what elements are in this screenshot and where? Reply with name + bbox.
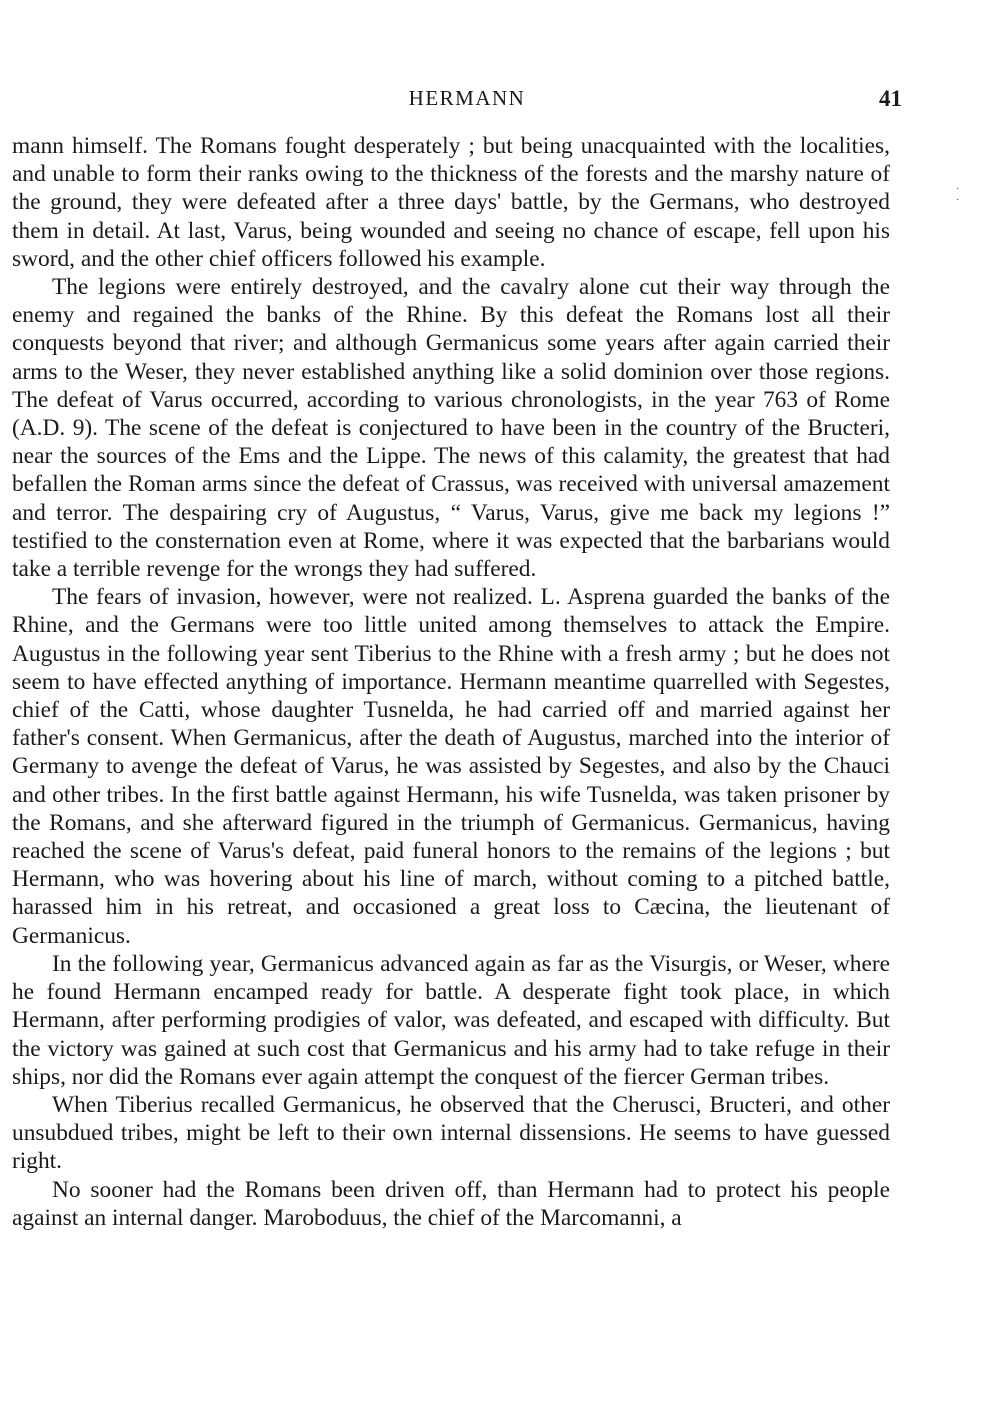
body-text bbox=[12, 132, 890, 1232]
stray-mark: · · bbox=[956, 184, 966, 206]
paragraph-1: mann himself. The Romans fought desperately ; but being unacquainted with the localities, and unable to form their ranks owing to the thickness of the forests and the marshy nature of the ground, they were defeated after a three days' battle, by the Germans, who destroyed them in detail. At last, Varus, being wounded and seeing no chance of escape, fell upon his sword, and the other chief officers followed his example. bbox=[12, 133, 890, 272]
running-title: HERMANN bbox=[408, 86, 526, 110]
paragraph-6: No sooner had the Romans been driven off, than Hermann had to protect his people against an internal danger. Maroboduus, the chief of the Marcomanni, a bbox=[12, 1176, 890, 1231]
paragraph-3: The fears of invasion, however, were not realized. L. Asprena guarded the banks of the Rhine, and the Germans were too little united among themselves to attack the Empire. Augustus in the following year sent Tiberius to the Rhine with a fresh army ; but he does not seem to have effected anything of importance. Hermann meantime quarrelled with Segestes, chief of the Catti, whose daughter Tusnelda, he had carried off and married against her father's consent. When Germanicus, after the death of Augustus, marched into the interior of Germany to avenge the defeat of Varus, he was assisted by Segestes, and also by the Chauci and other tribes. In the first battle against Hermann, his wife Tusnelda, was taken prisoner by the Romans, and she afterward figured in the triumph of Germanicus. Germanicus, having reached the scene of Varus's defeat, paid funeral honors to the remains of the legions ; but Hermann, who was hovering about his line of march, without coming to a pitched battle, harassed him in his retreat, and occasioned a great loss to Cæcina, the lieutenant of Germanicus. bbox=[12, 584, 890, 949]
running-head bbox=[12, 84, 902, 114]
paragraph-4: In the following year, Germanicus advanced again as far as the Visurgis, or Weser, where he found Hermann encamped ready for battle. A desperate fight took place, in which Hermann, after performing prodigies of valor, was defeated, and escaped with difficulty. But the victory was gained at such cost that Germanicus and his army had to take refuge in their ships, nor did the Romans ever again attempt the conquest of the fiercer German tribes. bbox=[12, 950, 890, 1090]
page-number: 41 bbox=[879, 86, 902, 111]
paragraph-2: The legions were entirely destroyed, and the cavalry alone cut their way through the enemy and regained the banks of the Rhine. By this defeat the Romans lost all their conquests beyond that river; and although Germanicus some years after again carried their arms to the Weser, they never established anything like a solid dominion over those regions. The defeat of Varus occurred, according to various chronologists, in the year 763 of Rome (A.D. 9). The scene of the defeat is conjectured to have been in the country of the Bructeri, near the sources of the Ems and the Lippe. The news of this calamity, the greatest that had befallen the Roman arms since the defeat of Crassus, was received with universal amazement and terror. The despairing cry of Augustus, “ Varus, Varus, give me back my legions !” testified to the consternation even at Rome, where it was expected that the barbarians would take a terrible revenge for the wrongs they had suffered. bbox=[12, 274, 890, 583]
paragraph-5: When Tiberius recalled Germanicus, he observed that the Cherusci, Bructeri, and other unsubdued tribes, might be left to their own internal dissensions. He seems to have guessed right. bbox=[12, 1091, 890, 1175]
